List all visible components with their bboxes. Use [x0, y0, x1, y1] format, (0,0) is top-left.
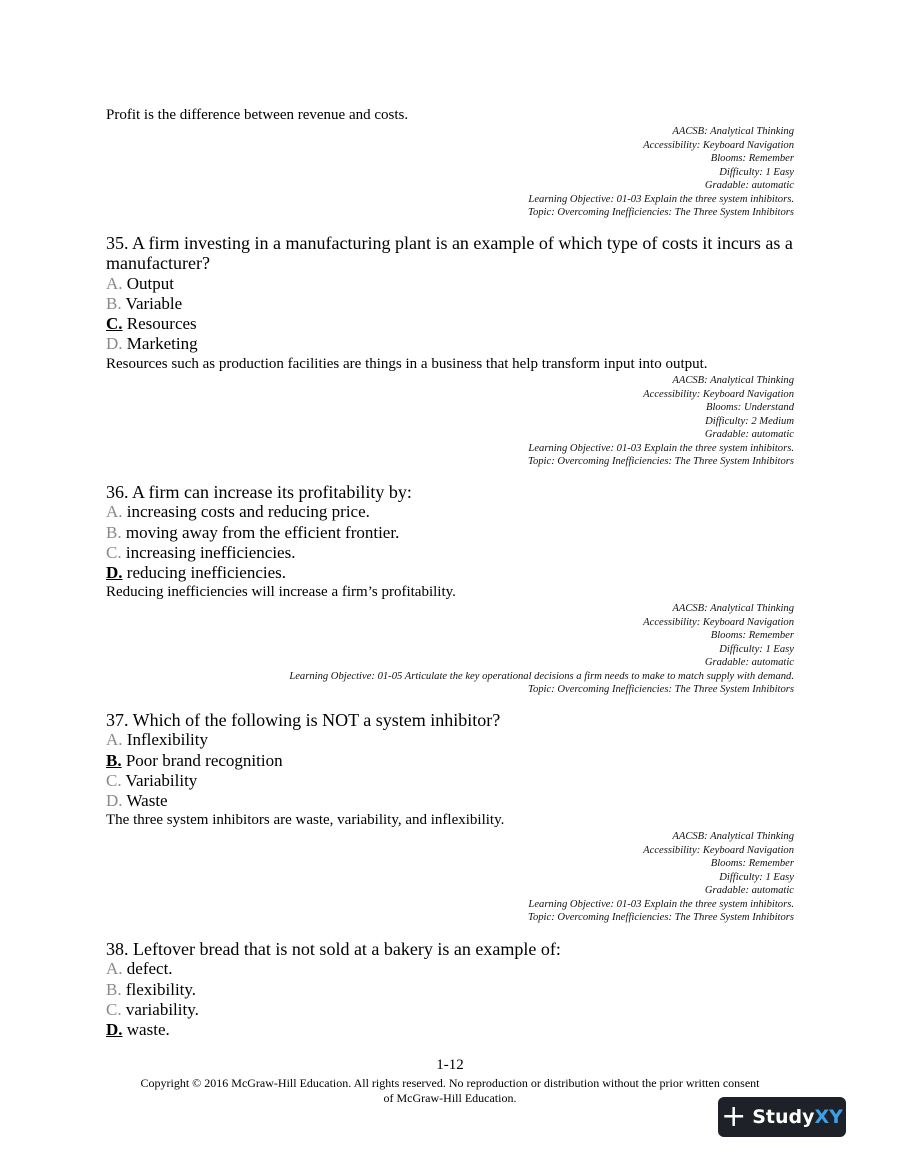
- meta-line: Topic: Overcoming Inefficiencies: The Three System Inhibitors: [528, 912, 794, 923]
- answer-choice-a: A. increasing costs and reducing price.: [106, 502, 370, 522]
- answer-choice-c-correct: C. Resources: [106, 314, 197, 334]
- meta-line: Topic: Overcoming Inefficiencies: The Three System Inhibitors: [528, 456, 794, 467]
- meta-line: Blooms: Remember: [710, 153, 794, 164]
- metadata-q36: [94, 602, 794, 697]
- question-stem: 38. Leftover bread that is not sold at a bakery is an example of:: [106, 939, 561, 959]
- meta-line: Difficulty: 2 Medium: [705, 415, 794, 427]
- meta-line: Learning Objective: 01-03 Explain the three system inhibitors.: [528, 442, 794, 454]
- meta-line: Gradable: automatic: [704, 657, 794, 668]
- answer-choice-a: A. Inflexibility: [106, 730, 208, 750]
- meta-line: Gradable: automatic: [704, 429, 794, 440]
- meta-line: Learning Objective: 01-03 Explain the three system inhibitors.: [528, 898, 794, 910]
- plus-icon: +: [721, 1099, 747, 1134]
- answer-choice-a: A. defect.: [106, 959, 173, 979]
- answer-choice-d: D. Marketing: [106, 334, 198, 354]
- meta-line: AACSB: Analytical Thinking: [672, 603, 794, 614]
- answer-choice-c: C. Variability: [106, 770, 198, 790]
- answer-choice-b: B. Variable: [106, 293, 183, 313]
- answer-explanation: Reducing inefficiencies will increase a firm’s profitability.: [106, 584, 456, 601]
- answer-choice-b: B. moving away from the efficient frontier.: [106, 522, 400, 542]
- meta-line: Gradable: automatic: [704, 180, 794, 191]
- meta-line: Learning Objective: 01-05 Articulate the key operational decisions a firm needs to make to match supply with demand.: [289, 670, 794, 682]
- question-stem: 37. Which of the following is NOT a system inhibitor?: [106, 710, 501, 730]
- question-37: [106, 710, 806, 830]
- meta-line: Difficulty: 1 Easy: [719, 643, 794, 655]
- question-38: [106, 939, 806, 1040]
- explanation-q34: Profit is the difference between revenue and costs.: [106, 107, 409, 123]
- meta-line: Accessibility: Keyboard Navigation: [643, 388, 794, 400]
- answer-choice-c: C. variability.: [106, 999, 199, 1019]
- answer-choice-b: B. flexibility.: [106, 979, 197, 999]
- answer-choice-a: A. Output: [106, 273, 175, 293]
- metadata-q37: [94, 830, 794, 925]
- meta-line: Topic: Overcoming Inefficiencies: The Three System Inhibitors: [528, 207, 794, 218]
- meta-line: Accessibility: Keyboard Navigation: [643, 844, 794, 856]
- logo-suffix: XY: [814, 1106, 843, 1128]
- meta-line: AACSB: Analytical Thinking: [672, 831, 794, 842]
- meta-line: Accessibility: Keyboard Navigation: [643, 139, 794, 151]
- meta-line: Blooms: Understand: [706, 402, 794, 413]
- answer-explanation: The three system inhibitors are waste, variability, and inflexibility.: [106, 812, 505, 829]
- meta-line: Gradable: automatic: [704, 885, 794, 896]
- question-36: [106, 482, 806, 602]
- metadata-q35: [94, 374, 794, 469]
- meta-line: Topic: Overcoming Inefficiencies: The Three System Inhibitors: [528, 684, 794, 695]
- studyxy-logo: [718, 1097, 846, 1137]
- page-number: 1-12: [436, 1057, 464, 1073]
- meta-line: Difficulty: 1 Easy: [719, 166, 794, 178]
- question-35: [106, 233, 806, 374]
- answer-choice-d: D. Waste: [106, 791, 168, 811]
- logo-word: Study: [752, 1106, 815, 1128]
- question-stem: 36. A firm can increase its profitability by:: [106, 482, 412, 502]
- question-stem: 35. A firm investing in a manufacturing plant is an example of which type of costs it incurs as a manufacturer?: [106, 233, 793, 274]
- copyright-notice: Copyright © 2016 McGraw-Hill Education. All rights reserved. No reproduction or distribution without the prior written consent of McGraw-Hill Education.: [140, 1076, 760, 1105]
- meta-line: Accessibility: Keyboard Navigation: [643, 616, 794, 628]
- metadata-q34: [94, 125, 794, 220]
- meta-line: AACSB: Analytical Thinking: [672, 126, 794, 137]
- meta-line: Blooms: Remember: [710, 858, 794, 869]
- answer-choice-c: C. increasing inefficiencies.: [106, 542, 296, 562]
- answer-choice-d-correct: D. waste.: [106, 1020, 170, 1040]
- answer-explanation: Resources such as production facilities are things in a business that help transform input into output.: [106, 355, 708, 372]
- answer-choice-d-correct: D. reducing inefficiencies.: [106, 563, 287, 583]
- meta-line: AACSB: Analytical Thinking: [672, 375, 794, 386]
- meta-line: Learning Objective: 01-03 Explain the three system inhibitors.: [528, 193, 794, 205]
- answer-choice-b-correct: B. Poor brand recognition: [106, 750, 283, 770]
- meta-line: Difficulty: 1 Easy: [719, 871, 794, 883]
- meta-line: Blooms: Remember: [710, 630, 794, 641]
